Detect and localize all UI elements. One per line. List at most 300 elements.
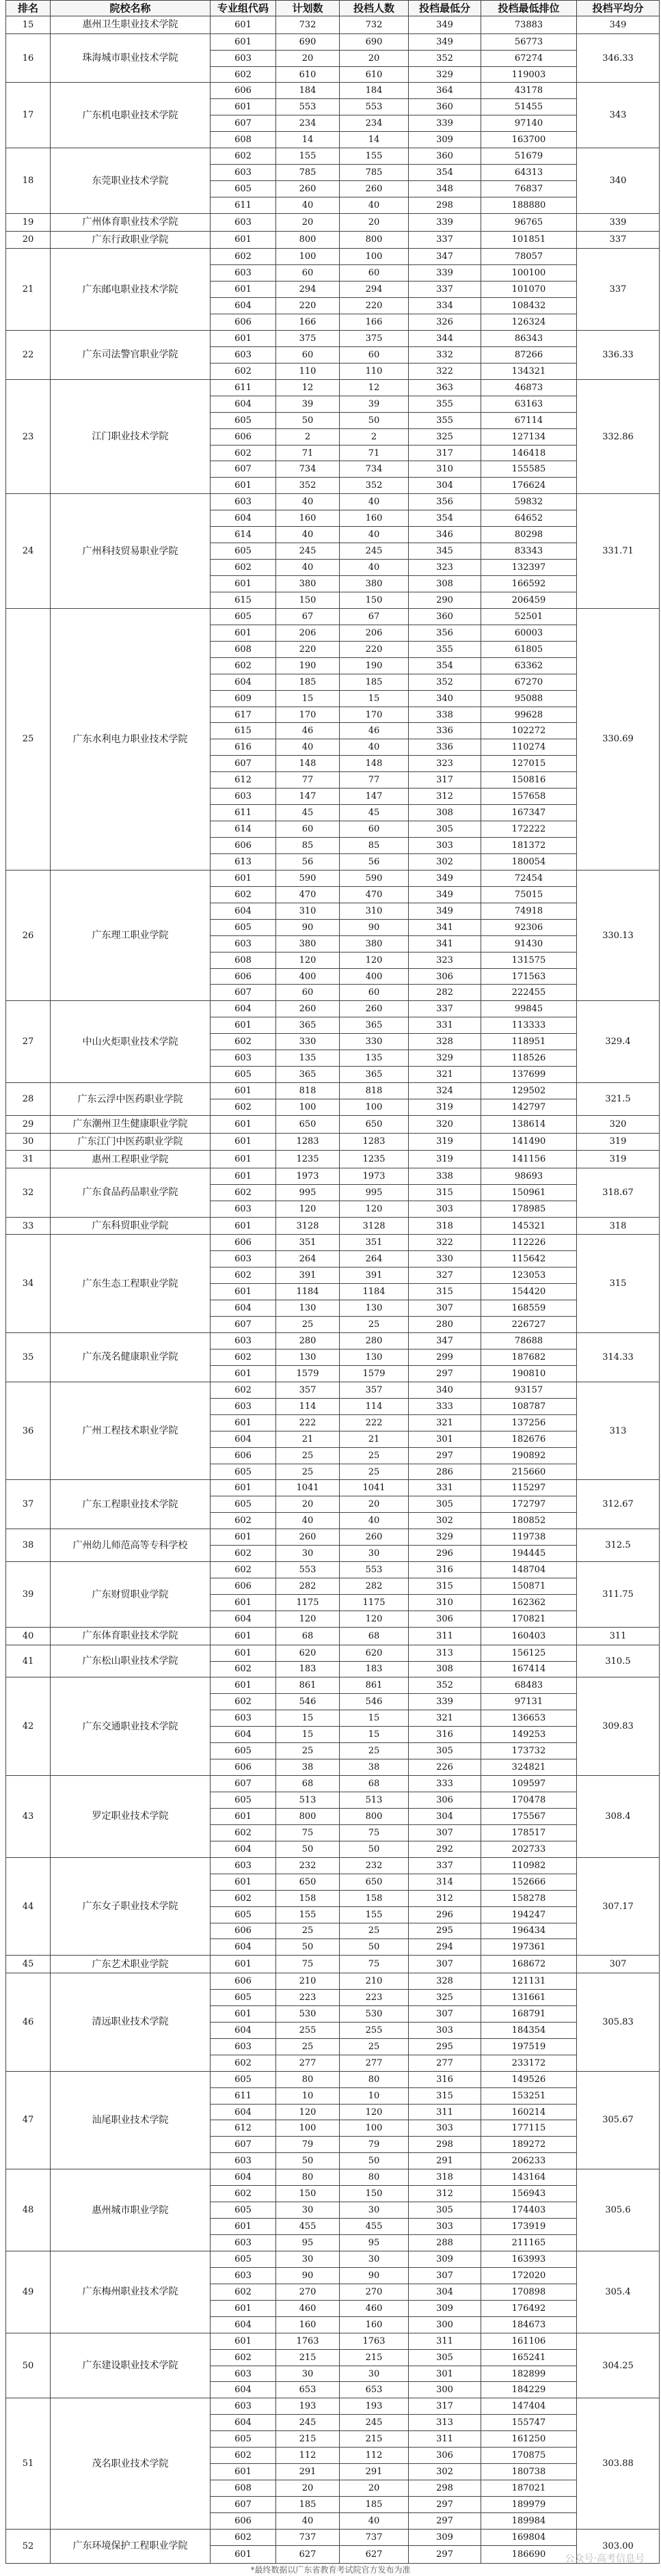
admitted-count-cell: 46 xyxy=(340,723,409,739)
min-rank-cell: 143164 xyxy=(481,2169,577,2186)
group-code-cell: 601 xyxy=(211,1956,276,1973)
plan-count-cell: 30 xyxy=(276,2366,340,2382)
plan-count-cell: 56 xyxy=(276,853,340,870)
min-rank-cell: 129502 xyxy=(481,1083,577,1099)
admitted-count-cell: 2 xyxy=(340,428,409,445)
group-code-cell: 602 xyxy=(211,1890,276,1906)
admitted-count-cell: 39 xyxy=(340,396,409,412)
min-rank-cell: 74918 xyxy=(481,903,577,919)
min-rank-cell: 76837 xyxy=(481,181,577,197)
avg-score-cell: 337 xyxy=(577,231,660,249)
plan-count-cell: 15 xyxy=(276,690,340,707)
min-score-cell: 331 xyxy=(409,1480,481,1496)
group-code-cell: 603 xyxy=(211,50,276,66)
table-row xyxy=(6,1001,660,1017)
plan-count-cell: 310 xyxy=(276,903,340,919)
min-rank-cell: 67274 xyxy=(481,50,577,66)
group-code-cell: 605 xyxy=(211,919,276,935)
min-rank-cell: 148704 xyxy=(481,1562,577,1578)
admitted-count-cell: 291 xyxy=(340,2464,409,2480)
rank-cell: 45 xyxy=(6,1956,51,1973)
school-name-cell: 广州工程技术职业学院 xyxy=(51,1382,211,1480)
min-score-cell: 315 xyxy=(409,1184,481,1201)
min-rank-cell: 211165 xyxy=(481,2235,577,2251)
min-rank-cell: 167414 xyxy=(481,1661,577,1677)
plan-count-cell: 20 xyxy=(276,2480,340,2497)
min-score-cell: 292 xyxy=(409,1841,481,1857)
table-row xyxy=(6,249,660,265)
min-score-cell: 328 xyxy=(409,1973,481,1990)
min-rank-cell: 96765 xyxy=(481,213,577,231)
group-code-cell: 601 xyxy=(211,2005,276,2022)
admitted-count-cell: 260 xyxy=(340,1001,409,1017)
min-rank-cell: 156943 xyxy=(481,2186,577,2202)
table-row xyxy=(6,2398,660,2415)
min-rank-cell: 188880 xyxy=(481,197,577,214)
group-code-cell: 611 xyxy=(211,197,276,214)
plan-count-cell: 215 xyxy=(276,2349,340,2366)
plan-count-cell: 365 xyxy=(276,1067,340,1083)
plan-count-cell: 25 xyxy=(276,1464,340,1480)
min-rank-cell: 86343 xyxy=(481,330,577,346)
plan-count-cell: 25 xyxy=(276,1317,340,1333)
rank-cell: 35 xyxy=(6,1333,51,1382)
admitted-count-cell: 184 xyxy=(340,83,409,99)
admitted-count-cell: 90 xyxy=(340,919,409,935)
group-code-cell: 603 xyxy=(211,935,276,952)
table-row xyxy=(6,1133,660,1151)
admitted-count-cell: 546 xyxy=(340,1694,409,1710)
admitted-count-cell: 20 xyxy=(340,213,409,231)
plan-count-cell: 160 xyxy=(276,510,340,527)
plan-count-cell: 220 xyxy=(276,298,340,314)
group-code-cell: 601 xyxy=(211,1017,276,1034)
admitted-count-cell: 294 xyxy=(340,282,409,298)
group-code-cell: 602 xyxy=(211,1513,276,1529)
min-rank-cell: 93157 xyxy=(481,1382,577,1398)
min-score-cell: 304 xyxy=(409,1808,481,1824)
group-code-cell: 602 xyxy=(211,2186,276,2202)
min-rank-cell: 177115 xyxy=(481,2120,577,2137)
min-rank-cell: 67114 xyxy=(481,412,577,428)
plan-count-cell: 1184 xyxy=(276,1284,340,1300)
plan-count-cell: 206 xyxy=(276,625,340,641)
plan-count-cell: 60 xyxy=(276,821,340,838)
admitted-count-cell: 155 xyxy=(340,148,409,165)
min-score-cell: 321 xyxy=(409,1414,481,1431)
school-name-cell: 广东环境保护工程职业学院 xyxy=(51,2529,211,2563)
admitted-count-cell: 67 xyxy=(340,608,409,625)
plan-count-cell: 50 xyxy=(276,1939,340,1956)
min-score-cell: 355 xyxy=(409,396,481,412)
min-score-cell: 344 xyxy=(409,330,481,346)
min-score-cell: 291 xyxy=(409,2153,481,2169)
min-rank-cell: 162362 xyxy=(481,1595,577,1611)
min-score-cell: 303 xyxy=(409,2219,481,2235)
min-score-cell: 336 xyxy=(409,723,481,739)
admitted-count-cell: 120 xyxy=(340,2104,409,2120)
rank-cell: 26 xyxy=(6,870,51,1001)
plan-count-cell: 90 xyxy=(276,919,340,935)
min-rank-cell: 150816 xyxy=(481,772,577,789)
plan-count-cell: 1973 xyxy=(276,1168,340,1184)
school-name-cell: 中山火炬职业技术学院 xyxy=(51,1001,211,1083)
admitted-count-cell: 40 xyxy=(340,494,409,510)
admitted-count-cell: 245 xyxy=(340,543,409,560)
min-score-cell: 308 xyxy=(409,805,481,821)
group-code-cell: 608 xyxy=(211,2480,276,2497)
min-rank-cell: 52501 xyxy=(481,608,577,625)
min-rank-cell: 141490 xyxy=(481,1133,577,1151)
min-rank-cell: 123053 xyxy=(481,1268,577,1284)
school-name-cell: 广东建设职业技术学院 xyxy=(51,2333,211,2398)
plan-count-cell: 470 xyxy=(276,886,340,903)
school-name-cell: 广东机电职业技术学院 xyxy=(51,83,211,148)
group-code-cell: 601 xyxy=(211,2464,276,2480)
group-code-cell: 617 xyxy=(211,707,276,723)
school-name-cell: 清远职业技术学院 xyxy=(51,1973,211,2072)
admitted-count-cell: 215 xyxy=(340,2431,409,2448)
min-rank-cell: 175567 xyxy=(481,1808,577,1824)
min-score-cell: 294 xyxy=(409,1939,481,1956)
group-code-cell: 601 xyxy=(211,1151,276,1168)
plan-count-cell: 1579 xyxy=(276,1365,340,1382)
group-code-cell: 603 xyxy=(211,2267,276,2284)
group-code-cell: 605 xyxy=(211,412,276,428)
min-rank-cell: 92306 xyxy=(481,919,577,935)
school-name-cell: 惠州卫生职业技术学院 xyxy=(51,16,211,34)
group-code-cell: 601 xyxy=(211,33,276,50)
group-code-cell: 605 xyxy=(211,1743,276,1759)
admitted-count-cell: 1041 xyxy=(340,1480,409,1496)
min-score-cell: 315 xyxy=(409,1578,481,1595)
min-rank-cell: 80298 xyxy=(481,527,577,543)
admitted-count-cell: 60 xyxy=(340,346,409,363)
min-rank-cell: 182899 xyxy=(481,2366,577,2382)
admitted-count-cell: 75 xyxy=(340,1956,409,1973)
admitted-count-cell: 380 xyxy=(340,576,409,592)
min-score-cell: 339 xyxy=(409,265,481,282)
group-code-cell: 605 xyxy=(211,2071,276,2087)
min-rank-cell: 78057 xyxy=(481,249,577,265)
min-score-cell: 303 xyxy=(409,1201,481,1217)
rank-cell: 22 xyxy=(6,330,51,379)
min-score-cell: 354 xyxy=(409,510,481,527)
min-score-cell: 301 xyxy=(409,2366,481,2382)
rank-cell: 44 xyxy=(6,1857,51,1956)
min-rank-cell: 149253 xyxy=(481,1727,577,1743)
min-score-cell: 307 xyxy=(409,2005,481,2022)
min-rank-cell: 173919 xyxy=(481,2219,577,2235)
admitted-count-cell: 15 xyxy=(340,1710,409,1727)
min-rank-cell: 202733 xyxy=(481,1841,577,1857)
group-code-cell: 602 xyxy=(211,363,276,379)
group-code-cell: 603 xyxy=(211,1050,276,1067)
group-code-cell: 602 xyxy=(211,1184,276,1201)
min-rank-cell: 87266 xyxy=(481,346,577,363)
group-code-cell: 606 xyxy=(211,1447,276,1464)
rank-cell: 24 xyxy=(6,494,51,609)
group-code-cell: 601 xyxy=(211,478,276,494)
group-code-cell: 604 xyxy=(211,903,276,919)
min-score-cell: 329 xyxy=(409,1050,481,1067)
avg-score-cell: 303.00 xyxy=(577,2529,660,2563)
group-code-cell: 606 xyxy=(211,83,276,99)
min-score-cell: 309 xyxy=(409,2300,481,2316)
admitted-count-cell: 50 xyxy=(340,1939,409,1956)
admitted-count-cell: 14 xyxy=(340,132,409,148)
plan-count-cell: 800 xyxy=(276,1808,340,1824)
plan-count-cell: 400 xyxy=(276,968,340,985)
avg-score-cell: 312.5 xyxy=(577,1529,660,1562)
min-score-cell: 295 xyxy=(409,2038,481,2055)
group-code-cell: 602 xyxy=(211,2055,276,2071)
rank-cell: 20 xyxy=(6,231,51,249)
admitted-count-cell: 206 xyxy=(340,625,409,641)
group-code-cell: 604 xyxy=(211,1727,276,1743)
admitted-count-cell: 861 xyxy=(340,1677,409,1694)
admitted-count-cell: 38 xyxy=(340,1759,409,1776)
min-rank-cell: 168791 xyxy=(481,2005,577,2022)
group-code-cell: 608 xyxy=(211,641,276,657)
rank-cell: 30 xyxy=(6,1133,51,1151)
admitted-count-cell: 800 xyxy=(340,1808,409,1824)
min-rank-cell: 61805 xyxy=(481,641,577,657)
plan-count-cell: 15 xyxy=(276,1710,340,1727)
plan-count-cell: 513 xyxy=(276,1792,340,1809)
admission-score-table xyxy=(5,0,660,2564)
min-rank-cell: 60003 xyxy=(481,625,577,641)
admitted-count-cell: 21 xyxy=(340,1431,409,1447)
admitted-count-cell: 365 xyxy=(340,1017,409,1034)
group-code-cell: 601 xyxy=(211,2333,276,2349)
min-score-cell: 296 xyxy=(409,1546,481,1562)
admitted-count-cell: 190 xyxy=(340,657,409,674)
rank-cell: 15 xyxy=(6,16,51,34)
admitted-count-cell: 40 xyxy=(340,1513,409,1529)
plan-count-cell: 40 xyxy=(276,560,340,576)
min-score-cell: 327 xyxy=(409,1268,481,1284)
avg-score-cell: 331.71 xyxy=(577,494,660,609)
min-rank-cell: 324821 xyxy=(481,1759,577,1776)
min-rank-cell: 102272 xyxy=(481,723,577,739)
min-score-cell: 316 xyxy=(409,1562,481,1578)
min-rank-cell: 233172 xyxy=(481,2055,577,2071)
min-rank-cell: 136653 xyxy=(481,1710,577,1727)
group-code-cell: 601 xyxy=(211,2219,276,2235)
school-name-cell: 广州体育职业技术学院 xyxy=(51,213,211,231)
group-code-cell: 611 xyxy=(211,379,276,396)
plan-count-cell: 80 xyxy=(276,2169,340,2186)
school-name-cell: 广东茂名健康职业学院 xyxy=(51,1333,211,1382)
min-rank-cell: 100100 xyxy=(481,265,577,282)
min-score-cell: 325 xyxy=(409,428,481,445)
avg-score-cell: 311 xyxy=(577,1627,660,1645)
admitted-count-cell: 732 xyxy=(340,16,409,34)
min-score-cell: 347 xyxy=(409,1333,481,1349)
group-code-cell: 604 xyxy=(211,2104,276,2120)
min-score-cell: 297 xyxy=(409,2545,481,2563)
admitted-count-cell: 690 xyxy=(340,33,409,50)
min-score-cell: 300 xyxy=(409,2382,481,2398)
school-name-cell: 广东江门中医药职业学院 xyxy=(51,1133,211,1151)
min-rank-cell: 137256 xyxy=(481,1414,577,1431)
min-score-cell: 277 xyxy=(409,2055,481,2071)
plan-count-cell: 255 xyxy=(276,2022,340,2038)
min-score-cell: 340 xyxy=(409,1382,481,1398)
min-score-cell: 305 xyxy=(409,2202,481,2219)
group-code-cell: 603 xyxy=(211,2398,276,2415)
min-score-cell: 297 xyxy=(409,2512,481,2529)
group-code-cell: 607 xyxy=(211,461,276,478)
min-score-cell: 312 xyxy=(409,789,481,805)
group-code-cell: 604 xyxy=(211,1001,276,1017)
table-row xyxy=(6,1115,660,1133)
min-rank-cell: 163993 xyxy=(481,2251,577,2267)
group-code-cell: 605 xyxy=(211,2202,276,2219)
min-score-cell: 296 xyxy=(409,1906,481,1923)
admitted-count-cell: 3128 xyxy=(340,1217,409,1235)
min-score-cell: 306 xyxy=(409,1611,481,1627)
avg-score-cell: 315 xyxy=(577,1235,660,1333)
min-score-cell: 305 xyxy=(409,1496,481,1513)
group-code-cell: 601 xyxy=(211,870,276,886)
plan-count-cell: 40 xyxy=(276,1513,340,1529)
admitted-count-cell: 85 xyxy=(340,838,409,854)
avg-score-cell: 332.86 xyxy=(577,379,660,494)
group-code-cell: 602 xyxy=(211,2349,276,2366)
group-code-cell: 612 xyxy=(211,2120,276,2137)
admitted-count-cell: 12 xyxy=(340,379,409,396)
admitted-count-cell: 818 xyxy=(340,1083,409,1099)
school-name-cell: 珠海城市职业技术学院 xyxy=(51,33,211,83)
min-score-cell: 339 xyxy=(409,115,481,132)
plan-count-cell: 90 xyxy=(276,2267,340,2284)
min-score-cell: 323 xyxy=(409,952,481,968)
table-row xyxy=(6,1627,660,1645)
min-score-cell: 303 xyxy=(409,2022,481,2038)
admitted-count-cell: 351 xyxy=(340,1235,409,1251)
plan-count-cell: 590 xyxy=(276,870,340,886)
rank-cell: 31 xyxy=(6,1151,51,1168)
min-rank-cell: 64313 xyxy=(481,165,577,181)
admitted-count-cell: 1579 xyxy=(340,1365,409,1382)
min-rank-cell: 78688 xyxy=(481,1333,577,1349)
group-code-cell: 602 xyxy=(211,2448,276,2464)
admitted-count-cell: 513 xyxy=(340,1792,409,1809)
plan-count-cell: 150 xyxy=(276,592,340,608)
group-code-cell: 606 xyxy=(211,968,276,985)
min-score-cell: 312 xyxy=(409,2186,481,2202)
plan-count-cell: 223 xyxy=(276,1989,340,2005)
min-rank-cell: 189984 xyxy=(481,2512,577,2529)
group-code-cell: 616 xyxy=(211,739,276,756)
plan-count-cell: 737 xyxy=(276,2529,340,2545)
min-rank-cell: 134321 xyxy=(481,363,577,379)
admitted-count-cell: 1235 xyxy=(340,1151,409,1168)
plan-count-cell: 785 xyxy=(276,165,340,181)
plan-count-cell: 120 xyxy=(276,2104,340,2120)
group-code-cell: 603 xyxy=(211,494,276,510)
plan-count-cell: 282 xyxy=(276,1578,340,1595)
group-code-cell: 603 xyxy=(211,346,276,363)
group-code-cell: 605 xyxy=(211,608,276,625)
group-code-cell: 601 xyxy=(211,1168,276,1184)
min-score-cell: 297 xyxy=(409,2497,481,2513)
plan-count-cell: 818 xyxy=(276,1083,340,1099)
admitted-count-cell: 553 xyxy=(340,1562,409,1578)
group-code-cell: 601 xyxy=(211,1133,276,1151)
table-row xyxy=(6,1168,660,1184)
min-score-cell: 310 xyxy=(409,461,481,478)
min-score-cell: 352 xyxy=(409,1677,481,1694)
min-rank-cell: 110982 xyxy=(481,1857,577,1874)
min-score-cell: 226 xyxy=(409,1759,481,1776)
plan-count-cell: 375 xyxy=(276,330,340,346)
min-score-cell: 316 xyxy=(409,2071,481,2087)
min-score-cell: 308 xyxy=(409,576,481,592)
table-row xyxy=(6,33,660,50)
min-rank-cell: 131575 xyxy=(481,952,577,968)
school-name-cell: 惠州城市职业学院 xyxy=(51,2169,211,2251)
admitted-count-cell: 60 xyxy=(340,265,409,282)
group-code-cell: 603 xyxy=(211,1710,276,1727)
plan-count-cell: 861 xyxy=(276,1677,340,1694)
group-code-cell: 605 xyxy=(211,1464,276,1480)
admitted-count-cell: 40 xyxy=(340,739,409,756)
min-score-cell: 341 xyxy=(409,919,481,935)
admitted-count-cell: 25 xyxy=(340,1923,409,1939)
admitted-count-cell: 25 xyxy=(340,1317,409,1333)
plan-count-cell: 50 xyxy=(276,1841,340,1857)
min-rank-cell: 190810 xyxy=(481,1365,577,1382)
plan-count-cell: 610 xyxy=(276,66,340,83)
plan-count-cell: 653 xyxy=(276,2382,340,2398)
admitted-count-cell: 148 xyxy=(340,756,409,772)
school-name-cell: 东莞职业技术学院 xyxy=(51,148,211,214)
plan-count-cell: 150 xyxy=(276,2186,340,2202)
plan-count-cell: 147 xyxy=(276,789,340,805)
admitted-count-cell: 90 xyxy=(340,2267,409,2284)
group-code-cell: 604 xyxy=(211,1939,276,1956)
admitted-count-cell: 220 xyxy=(340,641,409,657)
min-rank-cell: 165241 xyxy=(481,2349,577,2366)
admitted-count-cell: 1973 xyxy=(340,1168,409,1184)
min-score-cell: 337 xyxy=(409,1001,481,1017)
min-score-cell: 354 xyxy=(409,657,481,674)
group-code-cell: 602 xyxy=(211,1099,276,1116)
group-code-cell: 607 xyxy=(211,1776,276,1792)
admitted-count-cell: 68 xyxy=(340,1627,409,1645)
table-row xyxy=(6,16,660,34)
group-code-cell: 615 xyxy=(211,723,276,739)
min-score-cell: 352 xyxy=(409,674,481,690)
group-code-cell: 607 xyxy=(211,756,276,772)
table-row xyxy=(6,213,660,231)
plan-count-cell: 25 xyxy=(276,1447,340,1464)
plan-count-cell: 690 xyxy=(276,33,340,50)
plan-count-cell: 68 xyxy=(276,1776,340,1792)
group-code-cell: 606 xyxy=(211,1578,276,1595)
admitted-count-cell: 20 xyxy=(340,1496,409,1513)
rank-cell: 17 xyxy=(6,83,51,148)
admitted-count-cell: 330 xyxy=(340,1034,409,1050)
min-score-cell: 341 xyxy=(409,935,481,952)
min-rank-cell: 182676 xyxy=(481,1431,577,1447)
admitted-count-cell: 15 xyxy=(340,1727,409,1743)
min-rank-cell: 222455 xyxy=(481,985,577,1001)
avg-score-cell: 309.83 xyxy=(577,1677,660,1776)
